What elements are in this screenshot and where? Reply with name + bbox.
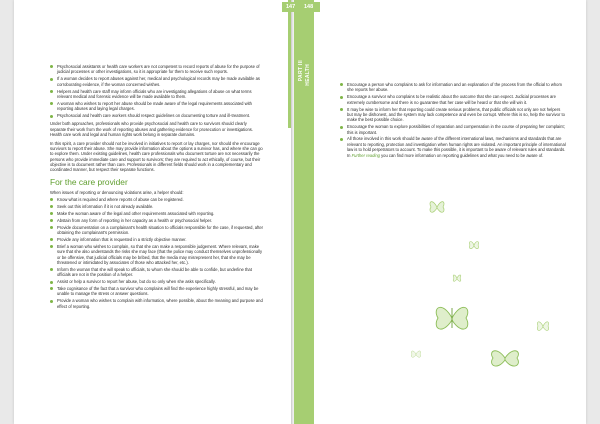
section-tab-right [294, 0, 314, 424]
left-text-column [50, 64, 264, 311]
section-heading: For the care provider [50, 176, 128, 187]
list-item: Make the woman aware of the legal and other requirements associated with reporting. [50, 211, 264, 216]
further-reading-link[interactable]: Further reading [351, 152, 380, 158]
list-item: Inform the woman that she will speak to officials, to whom she should be able to confide, but underline that officials are not in the position of a helper. [50, 267, 264, 278]
section-tab-right-title: HEALTH [305, 64, 311, 86]
bullet-icon [50, 219, 53, 222]
bullet-icon [340, 126, 343, 129]
butterfly-icon [536, 318, 550, 334]
bullet-icon [50, 102, 53, 105]
bullet-icon [50, 238, 53, 241]
list-item: Know what is required and where reports of abuse can be registered. [50, 197, 264, 202]
bullet-icon [340, 138, 343, 141]
butterfly-icon [452, 272, 462, 284]
list-item: Provide documentation on a complainant's health situation to officials responsible for the case, if requested, after obtaining the complainant's permission. [50, 225, 264, 236]
bullet-icon [50, 115, 53, 118]
list-item: Helpers and health care staff may inform officials who are investigating allegations of abuse on what terms relevant medical and forensic evidence will be made available to them. [50, 89, 264, 100]
list-item: If a woman decides to report abuses against her, medical and psychological records may be made available as corroborating evidence, if the woman concerned wishes. [50, 76, 264, 87]
list-item: Psychosocial and health care workers should respect guidelines on documenting torture and ill-treatment. [50, 113, 264, 118]
bullet-icon [340, 108, 343, 111]
list-item: Provide any information that is requested in a strictly objective manner. [50, 237, 264, 242]
right-text-column [340, 82, 566, 159]
list-item: Brief a woman who wishes to complain, so that she can make a responsible judgement. Where relevant, make sure that she also understands the risks she may face (that the police may conduct themselves unprofessionally or be offensive, that judicial officials may be bribed, that the media may misrepresent her, that she may be threatened or intimidated by associates of those who attacked her, etc.). [50, 244, 264, 265]
right-bullet-list [340, 82, 566, 158]
section-tab-right-part: PART III [298, 60, 304, 82]
bullet-icon [50, 90, 53, 93]
bullet-icon [50, 287, 53, 290]
list-item: A woman who wishes to report her abuse should be made aware of the legal requirements associated with reporting abuses and laying legal charges. [50, 101, 264, 112]
bullet-icon [340, 96, 343, 99]
butterfly-icon [428, 196, 446, 218]
top-bullet-list [50, 64, 264, 118]
bullet-icon [50, 78, 53, 81]
body-paragraph: Under both approaches, professionals who provide psychosocial and health care to survivors should clearly separate their work from the work of reporting abuses and gathering evidence for prosecution or investigations. Health care work and legal and human rights work belong in separate domains. [50, 121, 254, 138]
bullet-icon [50, 226, 53, 229]
list-item: Encourage a person who complains to ask for information and an explanation of the process from the official to whom she reports her abuse. [340, 82, 566, 93]
list-item: All those involved in this work should be aware of the different international laws, mechanisms and standards that are relevant to reporting, protection and investigation when human rights are violated. An important principle of international law is to hold perpetrators to account. To make this possible, it is important to be aware of relevant rules and standards. In Further reading you can find more information on reporting guidelines and what you need to be aware of. [340, 136, 566, 157]
bullet-icon [50, 281, 53, 284]
page-number-right: 148 [304, 4, 314, 10]
list-item: Seek out this information if it is not already available. [50, 204, 264, 209]
bullet-icon [50, 212, 53, 215]
list-item: Take cognisance of the fact that a survivor who complains will find the experience highly stressful, and may be unable to manage the stress or answer questions. [50, 286, 264, 297]
bullet-icon [340, 83, 343, 86]
list-item: Psychosocial assistants or health care workers are not competent to record reports of abuse for the purpose of judicial processes or other investigations, so it is appropriate for them to receive such reports. [50, 64, 264, 75]
butterfly-icon [410, 348, 422, 360]
bullet-icon [50, 245, 53, 248]
list-item: Encourage the woman to explore possibilities of reparation and compensation in the course of preparing her complaint; this is important. [340, 124, 566, 135]
list-item: Assist or help a survivor to report her abuse, but do so only when she asks specifically. [50, 279, 264, 284]
bullet-icon [50, 300, 53, 303]
butterfly-icon [468, 238, 480, 252]
list-item: Provide a woman who wishes to complain with information, where possible, about the meaning and purpose and effect of reporting. [50, 298, 264, 309]
bullet-icon [50, 205, 53, 208]
bullet-icon [50, 198, 53, 201]
lead-paragraph: When issues of reporting or denouncing violations arise, a helper should: [50, 189, 184, 195]
care-provider-bullet-list [50, 197, 264, 309]
butterfly-icon [432, 296, 472, 338]
list-item: Abstain from any form of reporting in her capacity as a health or psychosocial helper. [50, 218, 264, 223]
list-item: Encourage a survivor who complains to be realistic about the outcome that she can expect. Judicial processes are extremely cumbersome and there is no guarantee that her case will be heard or that she will win it. [340, 94, 566, 105]
list-item: It may be wise to inform her that reporting could create serious problems, that public officials not only are not helpers but may be dishonest, and the system may lack competence and even be corrupt. Where this is so, help the survivor to make the best possible choice. [340, 107, 566, 123]
body-paragraph: In this spirit, a care provider should not be involved in initiatives to report or lay charges, nor should she encourage survivors to report their abuse. She may provide information about the options a survivor has, and where she can go to explore them. Under existing guidelines, health care professionals who document torture are not necessarily the persons who provide immediate care and support to survivors; they are required to act ethically, of course, but their objective is to document rather than care. Professionals in different fields should work in a complementary and coordinated manner, but respect their separate functions. [50, 140, 263, 173]
bullet-icon [50, 268, 53, 271]
butterfly-icon [488, 344, 522, 372]
page-number-left: 147 [286, 4, 296, 10]
bullet-icon [50, 65, 53, 68]
